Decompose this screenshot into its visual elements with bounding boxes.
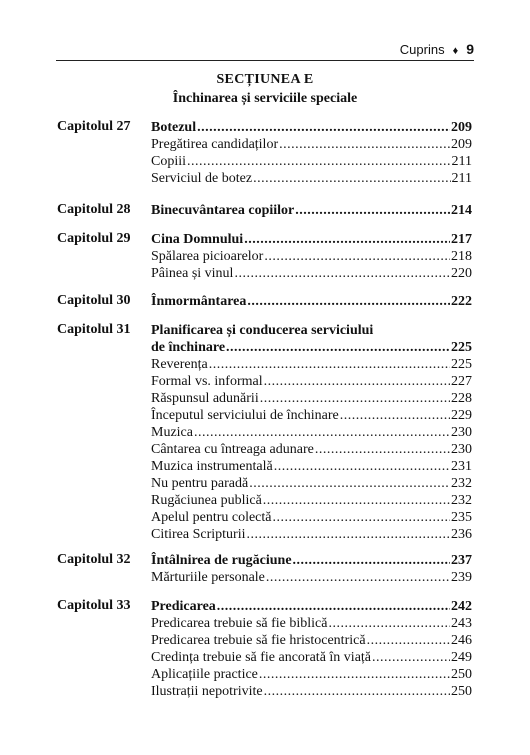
entry-page-number: 214 <box>451 203 472 218</box>
chapter-title-entry[interactable] <box>151 293 472 310</box>
toc-entry[interactable] <box>151 632 472 649</box>
entry-page-number: 225 <box>451 340 472 355</box>
chapter-label: Capitolul 29 <box>57 231 131 246</box>
diamond-icon: ♦ <box>452 45 459 57</box>
chapter-title-entry[interactable] <box>151 339 472 356</box>
entry-page-number: 232 <box>451 476 472 491</box>
entry-page-number: 250 <box>451 667 472 682</box>
toc-entry[interactable] <box>151 569 472 586</box>
dot-leader <box>273 509 450 526</box>
entry-page-number: 237 <box>451 553 472 568</box>
entry-page-number: 220 <box>451 266 472 281</box>
entry-page-number: 232 <box>451 493 472 508</box>
entry-title: Ilustrații nepotrivite <box>151 684 263 699</box>
section-subtitle: Închinarea și serviciile speciale <box>172 91 358 106</box>
dot-leader <box>194 424 450 441</box>
entry-title: de închinare <box>151 340 226 355</box>
entry-page-number: 250 <box>451 684 472 699</box>
entry-title: Spălarea picioarelor <box>151 249 264 264</box>
toc-entry[interactable] <box>151 390 472 407</box>
entry-title: Răspunsul adunării <box>151 391 259 406</box>
dot-leader <box>226 339 450 356</box>
toc-entry[interactable] <box>151 441 472 458</box>
entry-title: Cântarea cu întreaga adunare <box>151 442 314 457</box>
entry-page-number: 243 <box>451 616 472 631</box>
entry-title: Botezul <box>151 120 197 135</box>
entry-page-number: 249 <box>451 650 472 665</box>
toc-entry[interactable] <box>151 407 472 424</box>
entry-page-number: 209 <box>451 120 472 135</box>
entry-page-number: 211 <box>451 171 472 186</box>
entry-page-number: 230 <box>451 425 472 440</box>
toc-entry[interactable] <box>151 492 472 509</box>
dot-leader <box>279 136 450 153</box>
entry-title: Reverența <box>151 357 208 372</box>
chapter-title-entry[interactable] <box>151 231 472 248</box>
toc-entry[interactable] <box>151 248 472 265</box>
entry-title: Serviciul de botez <box>151 171 253 186</box>
dot-leader <box>274 458 450 475</box>
toc-entry[interactable] <box>151 509 472 526</box>
toc-entry[interactable] <box>151 373 472 390</box>
entry-page-number: 239 <box>451 570 472 585</box>
dot-leader <box>264 683 450 700</box>
chapter-label: Capitolul 27 <box>57 119 131 134</box>
chapter-title-entry[interactable] <box>151 119 472 136</box>
dot-leader <box>247 293 450 310</box>
entry-title: Predicarea <box>151 599 216 614</box>
chapter-label: Capitolul 32 <box>57 552 131 567</box>
dot-leader <box>197 119 450 136</box>
dot-leader <box>253 170 450 187</box>
entry-page-number: 235 <box>451 510 472 525</box>
dot-leader <box>217 598 450 615</box>
entry-title: Muzica instrumentală <box>151 459 273 474</box>
toc-entry[interactable] <box>151 649 472 666</box>
entry-page-number: 209 <box>451 137 472 152</box>
toc-entry[interactable] <box>151 424 472 441</box>
dot-leader <box>293 552 450 569</box>
dot-leader <box>246 526 450 543</box>
entry-title: Predicarea trebuie să fie biblică <box>151 616 328 631</box>
dot-leader <box>249 475 450 492</box>
entry-title: Pregătirea candidaților <box>151 137 279 152</box>
entry-title: Binecuvântarea copiilor <box>151 203 295 218</box>
entry-page-number: 231 <box>451 459 472 474</box>
entry-title: Citirea Scripturii <box>151 527 246 542</box>
toc-entry[interactable] <box>151 683 472 700</box>
dot-leader <box>266 569 450 586</box>
toc-entry[interactable] <box>151 170 472 187</box>
toc-entry[interactable] <box>151 475 472 492</box>
dot-leader <box>259 666 450 683</box>
entry-title: Înmormântarea <box>151 294 247 309</box>
dot-leader <box>328 615 450 632</box>
entry-page-number: 225 <box>451 357 472 372</box>
entry-title: Copiii <box>151 154 187 169</box>
entry-page-number: 242 <box>451 599 472 614</box>
toc-entry[interactable] <box>151 356 472 373</box>
chapter-title-entry[interactable] <box>151 202 472 219</box>
entry-title: Rugăciunea publică <box>151 493 262 508</box>
chapter-label: Capitolul 28 <box>57 202 131 217</box>
entry-title: Formal vs. informal <box>151 374 263 389</box>
entry-page-number: 228 <box>451 391 472 406</box>
dot-leader <box>315 441 450 458</box>
entry-title: Începutul serviciului de închinare <box>151 408 339 423</box>
entry-page-number: 246 <box>451 633 472 648</box>
entry-title: Pâinea și vinul <box>151 266 234 281</box>
entry-page-number: 217 <box>451 232 472 247</box>
page-number: 9 <box>466 41 474 57</box>
dot-leader <box>244 231 450 248</box>
entry-page-number: 218 <box>451 249 472 264</box>
dot-leader <box>340 407 450 424</box>
entry-title: Predicarea trebuie să fie hristocentrică <box>151 633 366 648</box>
entry-page-number: 230 <box>451 442 472 457</box>
toc-entry[interactable] <box>151 666 472 683</box>
toc-entry[interactable] <box>151 136 472 153</box>
dot-leader <box>295 202 450 219</box>
section-title: SECȚIUNEA E <box>216 72 314 87</box>
toc-entry[interactable] <box>151 526 472 543</box>
toc-entry[interactable] <box>151 615 472 632</box>
entry-page-number: 229 <box>451 408 472 423</box>
entry-title: Apelul pentru colectă <box>151 510 272 525</box>
entry-title: Muzica <box>151 425 193 440</box>
chapter-title-line: Planificarea și conducerea serviciului <box>151 323 374 338</box>
dot-leader <box>209 356 450 373</box>
dot-leader <box>234 265 450 282</box>
toc-entry[interactable] <box>151 265 472 282</box>
entry-page-number: 211 <box>451 154 472 169</box>
dot-leader <box>264 373 450 390</box>
dot-leader <box>260 390 450 407</box>
entry-title: Credința trebuie să fie ancorată în viață <box>151 650 372 665</box>
chapter-title-entry[interactable] <box>151 552 472 569</box>
dot-leader <box>367 632 450 649</box>
chapter-label: Capitolul 33 <box>57 598 131 613</box>
entry-title: Mărturiile personale <box>151 570 265 585</box>
dot-leader <box>187 153 451 170</box>
chapter-title-entry[interactable] <box>151 598 472 615</box>
entry-page-number: 236 <box>451 527 472 542</box>
toc-entry[interactable] <box>151 153 472 170</box>
entry-title: Aplicațiile practice <box>151 667 258 682</box>
entry-page-number: 227 <box>451 374 472 389</box>
dot-leader <box>372 649 450 666</box>
entry-title: Nu pentru paradă <box>151 476 249 491</box>
entry-title: Întâlnirea de rugăciune <box>151 553 292 568</box>
entry-page-number: 222 <box>451 294 472 309</box>
entry-title: Cina Domnului <box>151 232 244 247</box>
header-label: Cuprins <box>399 42 445 57</box>
dot-leader <box>264 248 450 265</box>
dot-leader <box>263 492 450 509</box>
chapter-label: Capitolul 30 <box>57 293 131 308</box>
toc-entry[interactable] <box>151 458 472 475</box>
chapter-label: Capitolul 31 <box>57 322 131 337</box>
